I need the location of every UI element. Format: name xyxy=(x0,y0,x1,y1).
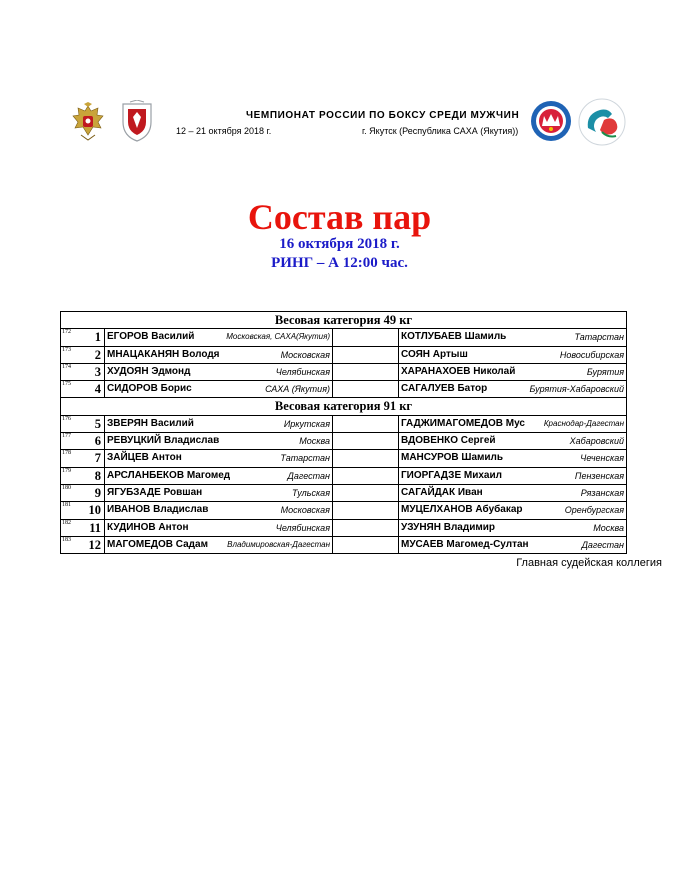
boxer-name: МНАЦАКАНЯН Володя xyxy=(107,348,220,360)
boxer-region: Москва xyxy=(299,436,330,447)
bout-number: 176 xyxy=(62,415,71,422)
red-corner-cell xyxy=(105,519,333,536)
boxer-region: Московская xyxy=(280,505,330,516)
boxer-region: Татарстан xyxy=(280,453,330,464)
competition-date: 16 октября 2018 г. xyxy=(279,236,400,252)
pair-number: 12 xyxy=(88,537,101,552)
bout-number: 178 xyxy=(62,450,71,457)
pair-number: 9 xyxy=(94,485,101,500)
pair-number: 3 xyxy=(94,364,101,379)
boxer-name: КОТЛУБАЕВ Шамиль xyxy=(401,331,507,343)
pair-number: 1 xyxy=(94,330,101,345)
boxer-region: Чеченская xyxy=(580,453,625,464)
red-corner-cell xyxy=(105,329,333,346)
pair-number: 11 xyxy=(89,520,101,535)
boxer-name: УЗУНЯН Владимир xyxy=(401,521,496,533)
bout-row xyxy=(61,329,627,346)
boxer-region: Иркутская xyxy=(283,418,330,429)
bout-number: 173 xyxy=(62,346,71,353)
boxer-region: Москва xyxy=(593,522,625,533)
weight-category-label: Весовая категория 49 кг xyxy=(61,312,627,329)
event-title: ЧЕМПИОНАТ РОССИИ ПО БОКСУ СРЕДИ МУЖЧИН xyxy=(246,110,520,121)
boxer-region: Новосибирская xyxy=(559,349,625,360)
event-location: г. Якутск (Республика САХА (Якутия)) xyxy=(362,126,519,136)
pair-number: 8 xyxy=(94,468,101,483)
blue-corner-cell xyxy=(399,363,627,380)
yakutia-emblem-icon xyxy=(530,100,572,142)
sports-ministry-emblem-icon xyxy=(120,100,154,142)
boxer-name: ГИОРГАДЗЕ Михаил xyxy=(401,469,502,481)
bout-row xyxy=(61,536,627,553)
boxer-region: Бурятия xyxy=(586,366,625,377)
footer-signature: Главная судейская коллегия xyxy=(516,557,662,569)
boxer-region: Дагестан xyxy=(581,539,625,550)
boxer-name: ВДОВЕНКО Сергей xyxy=(401,435,496,447)
boxer-name: ЕГОРОВ Василий xyxy=(107,331,195,343)
blue-corner-cell xyxy=(399,450,627,467)
boxer-region: Татарстан xyxy=(574,332,625,343)
document-header xyxy=(66,96,626,156)
boxer-name: ХАРАНАХОЕВ Николай xyxy=(401,365,516,377)
pair-number: 2 xyxy=(94,347,101,362)
boxer-name: ИВАНОВ Владислав xyxy=(107,504,209,516)
bout-row xyxy=(61,346,627,363)
red-corner-cell xyxy=(105,536,333,553)
boxer-name: ГАДЖИМАГОМЕДОВ Мус xyxy=(401,417,525,429)
blue-corner-cell xyxy=(399,415,627,432)
pairs-table xyxy=(60,311,627,554)
blue-corner-cell xyxy=(399,484,627,501)
bout-number: 182 xyxy=(62,519,71,526)
red-corner-cell xyxy=(105,381,333,398)
boxer-name: МУЦЕЛХАНОВ Абубакар xyxy=(401,504,523,516)
boxer-name: РЕВУЦКИЙ Владислав xyxy=(107,435,220,447)
red-corner-cell xyxy=(105,484,333,501)
bout-row xyxy=(61,484,627,501)
blue-corner-cell xyxy=(399,536,627,553)
boxer-name: КУДИНОВ Антон xyxy=(107,521,189,533)
red-corner-cell xyxy=(105,363,333,380)
event-dates: 12 – 21 октября 2018 г. xyxy=(176,126,272,136)
bout-row xyxy=(61,502,627,519)
boxer-region: САХА (Якутия) xyxy=(265,384,330,395)
boxer-name: САГАЛУЕВ Батор xyxy=(401,383,488,395)
boxer-name: ЗВЕРЯН Василий xyxy=(107,417,194,429)
boxer-region: Хабаровский xyxy=(569,436,625,447)
pair-number: 10 xyxy=(88,503,101,518)
boxer-region: Московская, САХА(Якутия) xyxy=(226,332,330,342)
red-corner-cell xyxy=(105,467,333,484)
bout-number: 181 xyxy=(62,502,71,509)
bout-row xyxy=(61,467,627,484)
weight-category-row xyxy=(61,312,627,329)
blue-corner-cell xyxy=(399,381,627,398)
blue-corner-cell xyxy=(399,502,627,519)
boxer-name: ХУДОЯН Эдмонд xyxy=(107,365,191,377)
blue-corner-cell xyxy=(399,519,627,536)
blue-corner-cell xyxy=(399,329,627,346)
red-corner-cell xyxy=(105,346,333,363)
boxer-region: Московская xyxy=(280,349,330,360)
boxer-region: Рязанская xyxy=(580,487,625,498)
boxer-region: Оренбургская xyxy=(564,505,625,516)
boxer-region: Краснодар-Дагестан xyxy=(543,418,625,428)
boxer-name: САГАЙДАК Иван xyxy=(401,486,483,498)
boxer-region: Владимировская-Дагестан xyxy=(227,539,330,549)
bout-row xyxy=(61,433,627,450)
page-title: Состав пар xyxy=(247,197,432,237)
boxer-region: Бурятия-Хабаровский xyxy=(529,384,625,395)
weight-category-row xyxy=(61,398,627,415)
boxer-region: Тульская xyxy=(292,487,330,498)
bout-number: 172 xyxy=(62,329,71,336)
bout-number: 174 xyxy=(62,363,71,370)
bout-row xyxy=(61,415,627,432)
weight-category-label: Весовая категория 91 кг xyxy=(61,398,627,415)
boxer-region: Челябинская xyxy=(275,366,330,377)
boxer-region: Пензенская xyxy=(574,470,625,481)
bout-number: 177 xyxy=(62,433,71,440)
bout-row xyxy=(61,363,627,380)
boxer-name: СОЯН Артыш xyxy=(401,348,468,360)
bout-row xyxy=(61,519,627,536)
boxer-name: СИДОРОВ Борис xyxy=(107,383,192,395)
red-corner-cell xyxy=(105,450,333,467)
boxer-name: МАНСУРОВ Шамиль xyxy=(401,452,504,464)
bout-number: 183 xyxy=(62,536,71,543)
red-corner-cell xyxy=(105,502,333,519)
pair-number: 4 xyxy=(94,382,101,397)
boxer-region: Челябинская xyxy=(275,522,330,533)
blue-corner-cell xyxy=(399,467,627,484)
bout-row xyxy=(61,450,627,467)
bout-row xyxy=(61,381,627,398)
pair-number: 6 xyxy=(94,434,101,449)
boxer-region: Дагестан xyxy=(287,470,330,481)
pair-number: 5 xyxy=(94,416,101,431)
boxer-name: АРСЛАНБЕКОВ Магомед xyxy=(107,469,231,481)
boxer-name: ЯГУБЗАДЕ Ровшан xyxy=(107,486,203,498)
blue-corner-cell xyxy=(399,346,627,363)
bout-number: 179 xyxy=(62,467,71,474)
boxing-federation-logo-icon xyxy=(578,98,626,146)
ring-time: РИНГ – А 12:00 час. xyxy=(271,255,408,271)
bout-number: 180 xyxy=(62,484,71,491)
russian-coat-of-arms-icon xyxy=(71,102,105,142)
red-corner-cell xyxy=(105,415,333,432)
boxer-name: ЗАЙЦЕВ Антон xyxy=(107,452,182,464)
bout-number: 175 xyxy=(62,381,71,388)
boxer-name: МАГОМЕДОВ Садам xyxy=(107,538,208,550)
boxer-name: МУСАЕВ Магомед-Султан xyxy=(401,538,529,550)
blue-corner-cell xyxy=(399,433,627,450)
red-corner-cell xyxy=(105,433,333,450)
pair-number: 7 xyxy=(94,451,101,466)
